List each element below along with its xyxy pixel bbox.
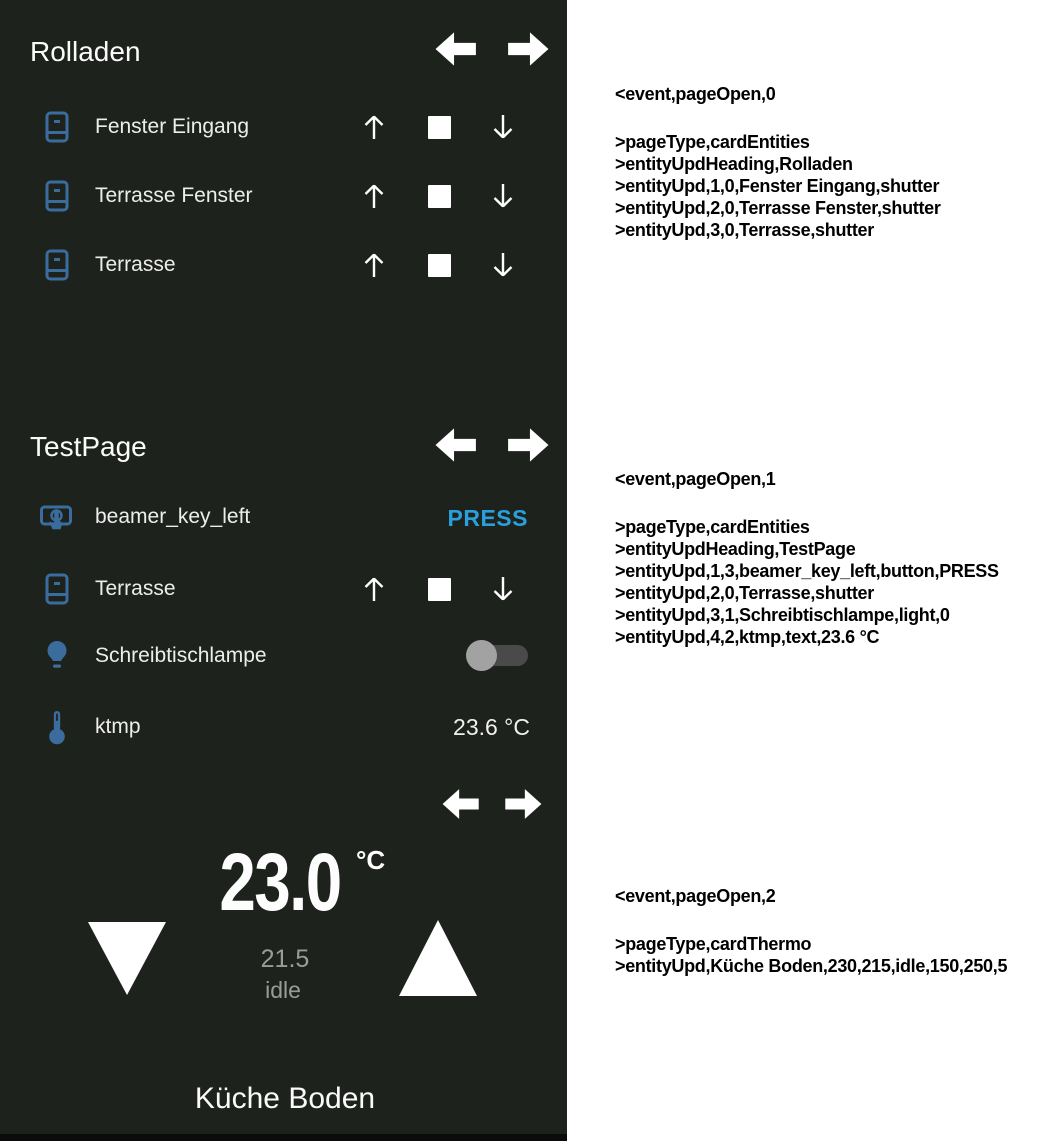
protocol-gap — [615, 490, 1045, 516]
card-heading: Rolladen — [30, 36, 141, 67]
entity-name: beamer_key_left — [95, 505, 251, 528]
entity-name: ktmp — [95, 715, 141, 738]
protocol-line: >entityUpdHeading,TestPage — [615, 539, 856, 559]
entity-name: Schreibtischlampe — [95, 644, 267, 667]
protocol-event-line: <event,pageOpen,2 — [615, 886, 776, 906]
temp-increase-button[interactable] — [399, 920, 477, 996]
protocol-line: >entityUpd,1,3,beamer_key_left,button,PRESS — [615, 561, 999, 581]
protocol-event-line: <event,pageOpen,0 — [615, 84, 776, 104]
protocol-line: >entityUpd,2,0,Terrasse Fenster,shutter — [615, 198, 941, 218]
protocol-event-line: <event,pageOpen,1 — [615, 469, 776, 489]
temp-decrease-button[interactable] — [88, 922, 166, 995]
target-temperature: 21.5 — [260, 945, 310, 973]
shutter-down-button[interactable] — [490, 181, 516, 211]
protocol-gap — [615, 105, 1045, 131]
protocol-line: >pageType,cardEntities — [615, 132, 810, 152]
temperature-unit: °C — [356, 845, 386, 875]
nav-left-icon[interactable] — [441, 787, 479, 821]
shutter-down-button[interactable] — [490, 574, 516, 604]
protocol-line: >entityUpd,4,2,ktmp,text,23.6 °C — [615, 627, 880, 647]
protocol-block-2 — [615, 885, 1045, 977]
current-temperature: 23.0 — [219, 837, 341, 928]
protocol-line: >entityUpd,Küche Boden,230,215,idle,150,250,5 — [615, 956, 1008, 976]
thermometer-icon — [47, 709, 67, 745]
shutter-up-button[interactable] — [361, 574, 387, 604]
light-toggle[interactable] — [466, 640, 528, 671]
window-shutter-icon — [45, 573, 69, 605]
protocol-block-0 — [615, 83, 1045, 241]
entity-name: Fenster Eingang — [95, 115, 250, 138]
shutter-down-button[interactable] — [490, 112, 516, 142]
protocol-line: >entityUpd,3,0,Terrasse,shutter — [615, 220, 874, 240]
entity-name: Terrasse — [95, 577, 176, 600]
protocol-line: >pageType,cardThermo — [615, 934, 812, 954]
shutter-stop-button[interactable] — [428, 185, 451, 208]
protocol-line: >entityUpd,3,1,Schreibtischlampe,light,0 — [615, 605, 950, 625]
shutter-stop-button[interactable] — [428, 254, 451, 277]
shutter-down-button[interactable] — [490, 250, 516, 280]
shutter-up-button[interactable] — [361, 181, 387, 211]
press-button[interactable]: PRESS — [447, 505, 528, 531]
nav-right-icon[interactable] — [505, 787, 543, 821]
thermostat-title: Küche Boden — [194, 1082, 376, 1115]
nav-right-icon[interactable] — [508, 426, 550, 464]
card-heading: TestPage — [30, 431, 147, 462]
shutter-stop-button[interactable] — [428, 116, 451, 139]
shutter-up-button[interactable] — [361, 250, 387, 280]
entity-name: Terrasse — [95, 253, 176, 276]
protocol-block-1 — [615, 468, 1045, 648]
window-shutter-icon — [45, 249, 69, 281]
nav-left-icon[interactable] — [434, 30, 476, 68]
shutter-up-button[interactable] — [361, 112, 387, 142]
protocol-line: >entityUpdHeading,Rolladen — [615, 154, 853, 174]
toggle-knob — [466, 640, 497, 671]
window-shutter-icon — [45, 111, 69, 143]
entity-name: Terrasse Fenster — [95, 184, 253, 207]
panel-bottom-edge — [0, 1134, 567, 1141]
nav-right-icon[interactable] — [508, 30, 550, 68]
gesture-tap-button-icon — [38, 499, 74, 535]
hvac-state: idle — [265, 977, 301, 1003]
shutter-stop-button[interactable] — [428, 578, 451, 601]
window-shutter-icon — [45, 180, 69, 212]
protocol-line: >pageType,cardEntities — [615, 517, 810, 537]
entity-value: 23.6 °C — [453, 714, 530, 740]
lightbulb-icon — [44, 638, 70, 674]
nav-left-icon[interactable] — [434, 426, 476, 464]
protocol-gap — [615, 907, 1045, 933]
protocol-line: >entityUpd,2,0,Terrasse,shutter — [615, 583, 874, 603]
protocol-line: >entityUpd,1,0,Fenster Eingang,shutter — [615, 176, 940, 196]
